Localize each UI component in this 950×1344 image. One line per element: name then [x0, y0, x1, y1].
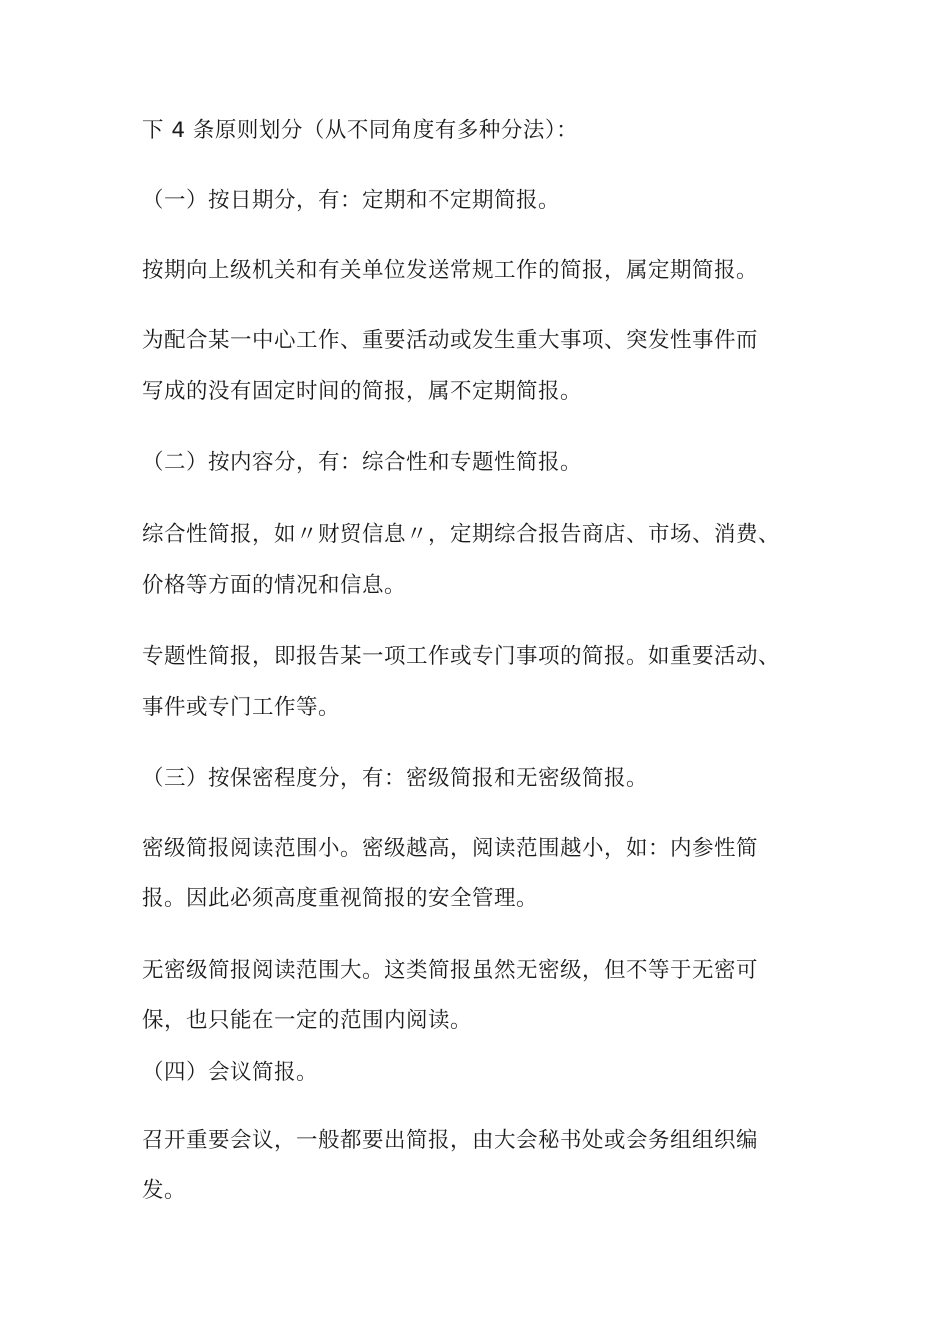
paragraph-meeting-line-1: 召开重要会议，一般都要出简报，由大会秘书处或会务组组织编 — [142, 1128, 759, 1153]
heading-by-date: （一）按日期分，有：定期和不定期简报。 — [142, 188, 561, 213]
paragraph-special-topic-line-2: 事件或专门工作等。 — [142, 695, 341, 720]
paragraph-classified-line-2: 报。因此必须高度重视简报的安全管理。 — [142, 886, 539, 911]
paragraph-unclassified-line-2: 保，也只能在一定的范围内阅读。 — [142, 1008, 473, 1033]
paragraph-comprehensive-line-2: 价格等方面的情况和信息。 — [142, 573, 407, 598]
paragraph-irregular-brief-line-1: 为配合某一中心工作、重要活动或发生重大事项、突发性事件而 — [142, 328, 759, 353]
paragraph-comprehensive-line-1: 综合性简报，如〃财贸信息〃，定期综合报告商店、市场、消费、 — [142, 522, 781, 547]
paragraph-classified-line-1: 密级简报阅读范围小。密级越高，阅读范围越小，如：内参性简 — [142, 836, 759, 861]
heading-by-content: （二）按内容分，有：综合性和专题性简报。 — [142, 450, 583, 475]
heading-meeting-brief: （四）会议简报。 — [142, 1060, 319, 1085]
paragraph-regular-brief: 按期向上级机关和有关单位发送常规工作的简报，属定期简报。 — [142, 258, 759, 283]
paragraph-meeting-line-2: 发。 — [142, 1178, 187, 1203]
intro-line: 下 4 条原则划分（从不同角度有多种分法）： — [142, 118, 579, 143]
paragraph-unclassified-line-1: 无密级简报阅读范围大。这类简报虽然无密级，但不等于无密可 — [142, 958, 759, 983]
paragraph-irregular-brief-line-2: 写成的没有固定时间的简报，属不定期简报。 — [142, 379, 583, 404]
heading-by-secrecy: （三）按保密程度分，有：密级简报和无密级简报。 — [142, 766, 649, 791]
paragraph-special-topic-line-1: 专题性简报，即报告某一项工作或专门事项的简报。如重要活动、 — [142, 644, 781, 669]
